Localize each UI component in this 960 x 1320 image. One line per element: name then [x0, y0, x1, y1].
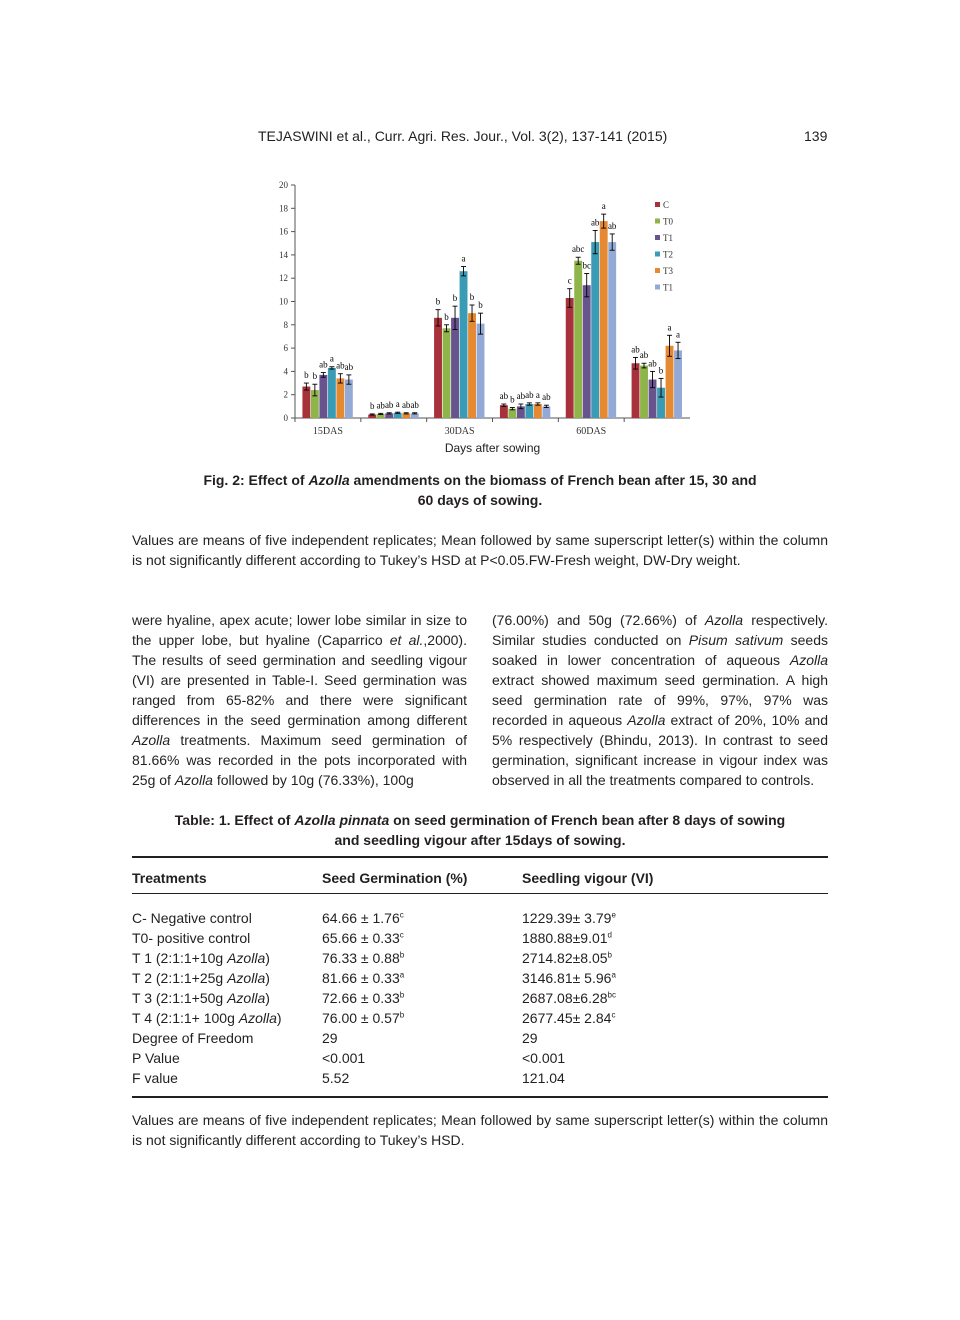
- significance-letter: c: [567, 275, 572, 286]
- body-column-left: [132, 610, 467, 790]
- treatment-end: ): [265, 990, 270, 1006]
- significance-letter: b: [478, 300, 483, 311]
- cell-vigour: [522, 1010, 615, 1026]
- treatment-end: ): [265, 950, 270, 966]
- vigour-letter: b: [607, 950, 612, 960]
- legend-swatch: [655, 202, 660, 207]
- significance-letter: ab: [336, 360, 345, 371]
- treatment-text: C- Negative control: [132, 910, 252, 926]
- legend-label: T3: [663, 266, 673, 276]
- italic-run: Azolla: [704, 612, 744, 628]
- significance-letter: ab: [344, 361, 354, 372]
- significance-letter: ab: [542, 392, 551, 403]
- significance-letter: b: [469, 291, 475, 302]
- text-run: followed by 10g (76.33%), 100g: [212, 772, 414, 788]
- text-run: treatments. Maximum seed germination of 81.66% was recorded in the pots incorporated with 25g of: [132, 732, 467, 788]
- cell-germination: [322, 930, 404, 946]
- significance-letter: b: [435, 296, 441, 307]
- treatment-text: T0- positive control: [132, 930, 251, 946]
- cell-vigour: [522, 1030, 538, 1046]
- legend-label: T2: [663, 249, 673, 260]
- cell-treatment: [132, 950, 270, 966]
- cell-treatment: [132, 1070, 178, 1086]
- body-column-right: [492, 610, 828, 790]
- table-row: [132, 910, 828, 930]
- bar: [566, 298, 574, 418]
- bar: [600, 221, 608, 418]
- significance-letter: abc: [571, 244, 585, 255]
- text-run: respectively. Similar studies conducted on: [492, 612, 828, 648]
- germination-letter: a: [399, 970, 405, 980]
- treatment-italic: Azolla: [227, 970, 266, 986]
- germination-letter: c: [399, 910, 404, 920]
- x-axis-label: Days after sowing: [444, 441, 541, 455]
- cell-vigour: [522, 930, 612, 946]
- cell-germination: [322, 950, 404, 966]
- significance-letter: ab: [401, 399, 411, 410]
- legend-swatch: [655, 252, 660, 257]
- table-note: Values are means of five independent replicates; Mean followed by same superscript letter(s) within the column is not significantly different according to Tukey’s HSD.: [132, 1112, 828, 1148]
- cell-vigour: [522, 990, 616, 1006]
- cell-germination: [322, 1070, 349, 1086]
- italic-run: Azolla: [627, 712, 666, 728]
- text-run: (76.00%) and 50g (72.66%) of: [492, 612, 705, 628]
- bar: [451, 318, 459, 418]
- y-tick-label: 20: [279, 180, 288, 190]
- vigour-letter: d: [607, 930, 612, 940]
- bar: [608, 242, 616, 418]
- vigour-value: 2714.82±8.05: [522, 950, 608, 966]
- cell-germination: [322, 910, 404, 926]
- vigour-value: 121.04: [522, 1070, 565, 1086]
- vigour-value: 3146.81± 5.96: [522, 970, 612, 986]
- significance-letter: ab: [516, 391, 526, 402]
- bar: [525, 404, 533, 418]
- y-tick-label: 16: [279, 226, 288, 237]
- significance-letter: ab: [607, 220, 617, 231]
- table-row: [132, 950, 828, 970]
- significance-letter: ab: [384, 399, 394, 410]
- vigour-value: 1880.88±9.01: [522, 930, 608, 946]
- table-row: [132, 1070, 828, 1090]
- chart-svg: [250, 172, 700, 462]
- cell-treatment: [132, 990, 270, 1006]
- vigour-letter: a: [611, 970, 616, 980]
- text-run: extract showed maximum seed germination. A high seed germination rate of 99%, 97%, 97% was recorded in aqueous: [492, 672, 828, 728]
- vigour-value: 2677.45± 2.84: [522, 1010, 612, 1026]
- table-row: [132, 930, 828, 950]
- cell-vigour: [522, 910, 616, 926]
- figure-caption: [200, 470, 760, 510]
- germination-value: 5.52: [322, 1070, 350, 1086]
- y-tick-label: 6: [283, 343, 288, 354]
- y-tick-label: 10: [279, 296, 288, 307]
- italic-run: et al.: [389, 632, 424, 648]
- bar: [468, 313, 476, 418]
- cell-germination: [322, 1010, 404, 1026]
- figure-note: Values are means of five independent replicates; Mean followed by same superscript letter(s) within the column is not significantly different according to Tukey’s HSD at P<0.05.FW-Fresh weight, DW-Dry weight.: [132, 532, 828, 568]
- cell-treatment: [132, 1010, 282, 1026]
- text-run: seeds soaked in lower concentration of aqueous: [492, 632, 829, 668]
- italic-run: Azolla: [174, 772, 213, 788]
- germination-value: 72.66 ± 0.33: [322, 990, 400, 1006]
- treatment-text: T 3 (2:1:1+50g: [132, 990, 228, 1006]
- vigour-letter: bc: [607, 990, 616, 1000]
- bar: [591, 242, 599, 418]
- text-run: extract of 20%, 10% and 5% respectively (Bhindu, 2013). In contrast to seed germination, significant increase in vigour index was observed in all the treatments compared to controls.: [492, 712, 828, 788]
- germination-value: 76.33 ± 0.88: [322, 950, 400, 966]
- significance-letter: a: [395, 399, 400, 410]
- vigour-value: 1229.39± 3.79: [522, 910, 612, 926]
- legend-swatch: [655, 235, 660, 240]
- germination-value: 29: [322, 1030, 338, 1046]
- x-tick-label: 30DAS: [444, 426, 475, 437]
- significance-letter: a: [667, 322, 672, 333]
- significance-letter: a: [329, 353, 334, 364]
- treatment-text: Degree of Freedom: [132, 1030, 254, 1046]
- y-tick-label: 18: [279, 203, 288, 214]
- page-number: 139: [804, 128, 828, 144]
- bar: [542, 406, 550, 418]
- table-caption-italic: Azolla pinnata: [294, 812, 390, 828]
- significance-letter: b: [304, 370, 309, 381]
- bar: [477, 324, 485, 418]
- legend-swatch: [655, 268, 660, 273]
- legend-swatch: [655, 285, 660, 290]
- y-tick-label: 0: [283, 413, 288, 423]
- x-tick-label: 60DAS: [576, 426, 607, 437]
- significance-letter: ab: [499, 391, 509, 402]
- table-header-rule: [132, 893, 828, 894]
- table-row: [132, 1030, 828, 1050]
- italic-run: Pisum sativum: [688, 632, 784, 648]
- table-bottom-rule: [132, 1096, 828, 1098]
- table-top-rule: [132, 856, 828, 858]
- table-caption-suffix: on seed germination of French bean after 8 days of sowing and seedling vigour after 15days of sowing.: [334, 812, 786, 848]
- significance-letter: ab: [590, 217, 600, 228]
- germination-value: 65.66 ± 0.33: [322, 930, 400, 946]
- cell-treatment: [132, 1050, 180, 1066]
- bar: [500, 405, 508, 418]
- x-tick-label: 15DAS: [312, 426, 343, 437]
- bar: [534, 404, 542, 418]
- treatment-text: T 2 (2:1:1+25g: [132, 970, 228, 986]
- germination-value: 81.66 ± 0.33: [322, 970, 400, 986]
- significance-letter: b: [510, 394, 515, 405]
- cell-treatment: [132, 1030, 253, 1046]
- bar: [434, 318, 442, 418]
- significance-letter: ab: [376, 400, 385, 411]
- vigour-value: <0.001: [522, 1050, 566, 1066]
- cell-vigour: [522, 1070, 565, 1086]
- cell-vigour: [522, 1050, 565, 1066]
- table-row: [132, 970, 828, 990]
- significance-letter: ab: [319, 359, 328, 370]
- y-tick-label: 12: [279, 273, 288, 284]
- treatment-end: ): [276, 1010, 282, 1026]
- legend-swatch: [655, 219, 660, 224]
- significance-letter: b: [452, 293, 458, 304]
- significance-letter: ab: [639, 350, 649, 361]
- header-vigour: Seedling vigour (VI): [522, 870, 654, 886]
- treatment-text: T 1 (2:1:1+10g: [132, 950, 228, 966]
- text-run: were hyaline, apex acute; lower lobe similar in size to the upper lobe, but hyaline (Caparrico: [132, 612, 467, 648]
- cell-treatment: [132, 970, 270, 986]
- treatment-end: ): [265, 970, 270, 986]
- germination-letter: c: [399, 930, 404, 940]
- y-tick-label: 8: [283, 319, 288, 330]
- treatment-italic: Azolla: [238, 1010, 277, 1026]
- y-tick-label: 4: [283, 366, 288, 377]
- significance-letter: bc: [582, 260, 591, 271]
- germination-value: <0.001: [322, 1050, 366, 1066]
- significance-letter: ab: [410, 399, 419, 410]
- treatment-text: T 4 (2:1:1+ 100g: [132, 1010, 239, 1026]
- table-row: [132, 990, 828, 1010]
- significance-letter: a: [601, 201, 606, 212]
- legend-label: T1: [663, 282, 673, 293]
- significance-letter: b: [658, 365, 664, 376]
- vigour-letter: c: [611, 1010, 616, 1020]
- table-caption: [170, 810, 790, 850]
- bar: [302, 387, 310, 418]
- bar: [319, 375, 327, 418]
- biomass-bar-chart: [250, 172, 700, 462]
- table-row: [132, 1010, 828, 1030]
- cell-germination: [322, 990, 404, 1006]
- cell-vigour: [522, 950, 612, 966]
- germination-letter: b: [399, 1010, 405, 1020]
- cell-treatment: [132, 930, 250, 946]
- cell-treatment: [132, 910, 252, 926]
- cell-germination: [322, 1030, 338, 1046]
- legend-label: T1: [663, 233, 673, 243]
- cell-germination: [322, 970, 404, 986]
- header-treatments: Treatments: [132, 870, 207, 886]
- significance-letter: b: [312, 371, 318, 382]
- treatment-italic: Azolla: [227, 950, 266, 966]
- significance-letter: a: [535, 389, 540, 400]
- bar: [328, 368, 336, 418]
- bar: [345, 380, 353, 418]
- table-row: [132, 1050, 828, 1070]
- treatment-text: F value: [132, 1070, 178, 1086]
- vigour-letter: e: [611, 910, 616, 920]
- bar: [583, 285, 591, 418]
- figure-caption-italic: Azolla: [308, 472, 350, 488]
- italic-run: Azolla: [132, 732, 171, 748]
- bar: [574, 261, 582, 418]
- legend-label: T0: [663, 216, 673, 227]
- significance-letter: ab: [631, 344, 640, 355]
- significance-letter: a: [676, 329, 681, 340]
- cell-vigour: [522, 970, 616, 986]
- legend-label: C: [663, 200, 670, 210]
- text-run: ,2000). The results of seed germination and seedling vigour (VI) are presented in Table-I. Seed germination was ranged from 65-82% and there were significant differences in the seed germination among different: [132, 632, 467, 728]
- significance-letter: a: [461, 253, 466, 264]
- germination-letter: b: [399, 950, 405, 960]
- bar: [632, 363, 640, 418]
- cell-germination: [322, 1050, 365, 1066]
- header-citation: TEJASWINI et al., Curr. Agri. Res. Jour., Vol. 3(2), 137-141 (2015): [258, 128, 668, 144]
- figure-caption-prefix: Fig. 2: Effect of: [203, 472, 309, 488]
- y-tick-label: 2: [283, 389, 288, 400]
- germination-value: 76.00 ± 0.57: [322, 1010, 400, 1026]
- significance-letter: b: [369, 400, 375, 411]
- vigour-value: 2687.08±6.28: [522, 990, 608, 1006]
- table-caption-prefix: Table: 1. Effect of: [174, 812, 295, 828]
- header-germination: Seed Germination (%): [322, 870, 468, 886]
- treatment-text: P Value: [132, 1050, 180, 1066]
- treatment-italic: Azolla: [227, 990, 266, 1006]
- y-tick-label: 14: [279, 249, 288, 260]
- significance-letter: ab: [525, 389, 534, 400]
- bar: [443, 328, 451, 418]
- bar: [674, 350, 682, 418]
- significance-letter: b: [444, 311, 449, 322]
- significance-letter: ab: [648, 358, 657, 369]
- bar: [460, 271, 468, 418]
- germination-letter: b: [399, 990, 405, 1000]
- figure-caption-suffix: amendments on the biomass of French bean after 15, 30 and 60 days of sowing.: [349, 472, 757, 508]
- running-header: [0, 128, 960, 150]
- bar: [336, 378, 344, 418]
- bar: [640, 366, 648, 418]
- germination-value: 64.66 ± 1.76: [322, 910, 400, 926]
- vigour-value: 29: [522, 1030, 538, 1046]
- italic-run: Azolla: [789, 652, 828, 668]
